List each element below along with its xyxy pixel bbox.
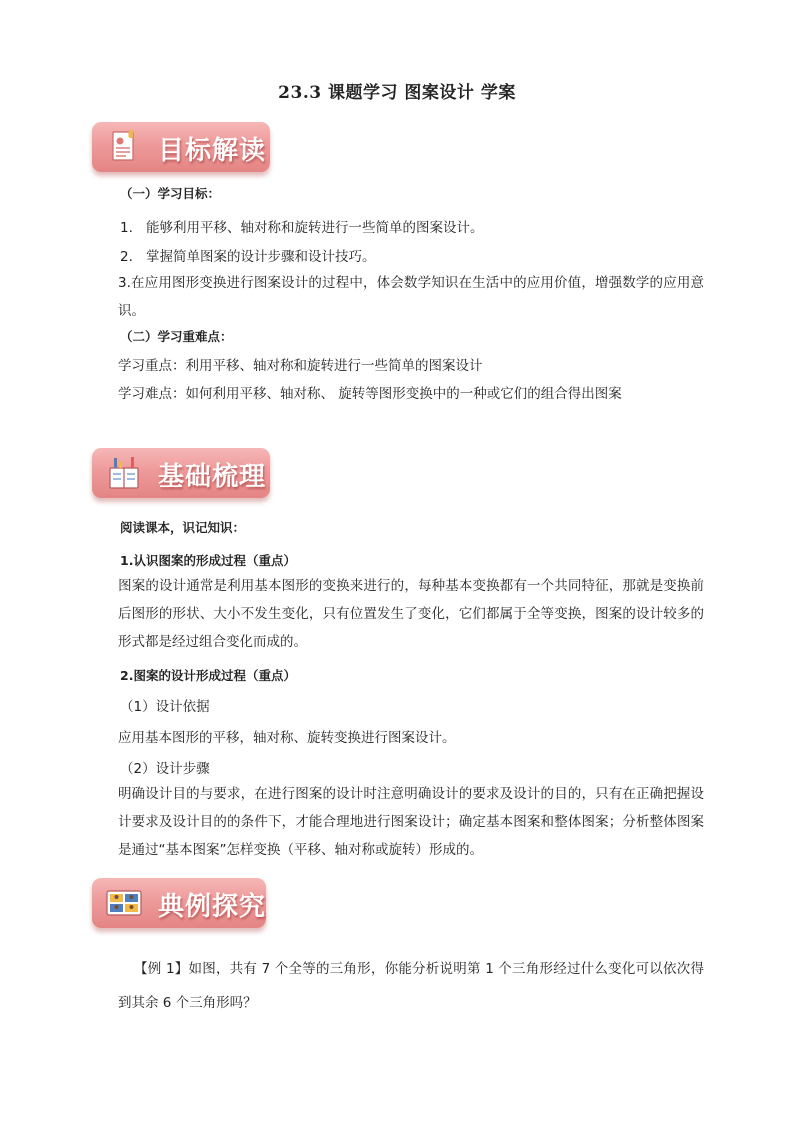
book-icon [104, 454, 144, 492]
basics-sub-1: （1）设计依据 [120, 699, 210, 715]
basics-sub-2-text: 明确设计目的与要求，在进行图案的设计时注意明确设计的要求及设计的目的，只有在正确把握设计要求及设计目的的条件下，才能合理地进行图案设计；确定基本图案和整体图案；分析整体图案是通过“基本图案”怎样变换（平移、轴对称或旋转）形成的。 [118, 786, 704, 858]
example-1: 【例 1】如图，共有 7 个全等的三角形，你能分析说明第 1 个三角形经过什么变化可以依次得到其余 6 个三角形吗？ [118, 961, 704, 1011]
section-banner-basics [92, 448, 270, 498]
goal-2-number: 2. [120, 249, 133, 265]
difficulty-point: 学习难点：如何利用平移、轴对称、 旋转等图形变换中的一种或它们的组合得出图案 [118, 386, 622, 402]
goal-1-number: 1. [120, 220, 133, 236]
goal-2: 掌握简单图案的设计步骤和设计技巧。 [146, 249, 376, 265]
goal-3: 3.在应用图形变换进行图案设计的过程中，体会数学知识在生活中的应用价值，增强数学的应用意识。 [118, 275, 704, 319]
focus-point: 学习重点：利用平移、轴对称和旋转进行一些简单的图案设计 [118, 358, 483, 374]
section-banner-goals [92, 122, 270, 172]
basics-heading-1: 1.认识图案的形成过程（重点） [120, 553, 296, 568]
goals-heading: （一）学习目标： [120, 186, 221, 201]
page-title: 23.3 课题学习 图案设计 学案 [278, 83, 516, 103]
document-icon [104, 128, 144, 166]
section-title: 基础梳理 [158, 462, 267, 492]
people-icon [104, 884, 144, 922]
basics-paragraph-1 [118, 572, 704, 656]
goal-1: 能够利用平移、轴对称和旋转进行一些简单的图案设计。 [146, 220, 484, 236]
basics-paragraph-1-text: 图案的设计通常是利用基本图形的变换来进行的，每种基本变换都有一个共同特征，那就是变换前后图形的形状、大小不发生变化，只有位置发生了变化，它们都属于全等变换，图案的设计较多的形式都是经过组合变化而成的。 [118, 578, 704, 650]
basics-sub-1-text: 应用基本图形的平移，轴对称、旋转变换进行图案设计。 [118, 730, 456, 746]
basics-intro: 阅读课本，识记知识： [120, 520, 246, 535]
section-banner-examples [92, 878, 266, 928]
basics-heading-2: 2.图案的设计形成过程（重点） [120, 668, 296, 683]
keypoints-heading: （二）学习重难点： [120, 329, 233, 344]
basics-sub-2: （2）设计步骤 [120, 761, 210, 777]
section-title: 目标解读 [158, 136, 267, 166]
section-title: 典例探究 [158, 892, 267, 922]
